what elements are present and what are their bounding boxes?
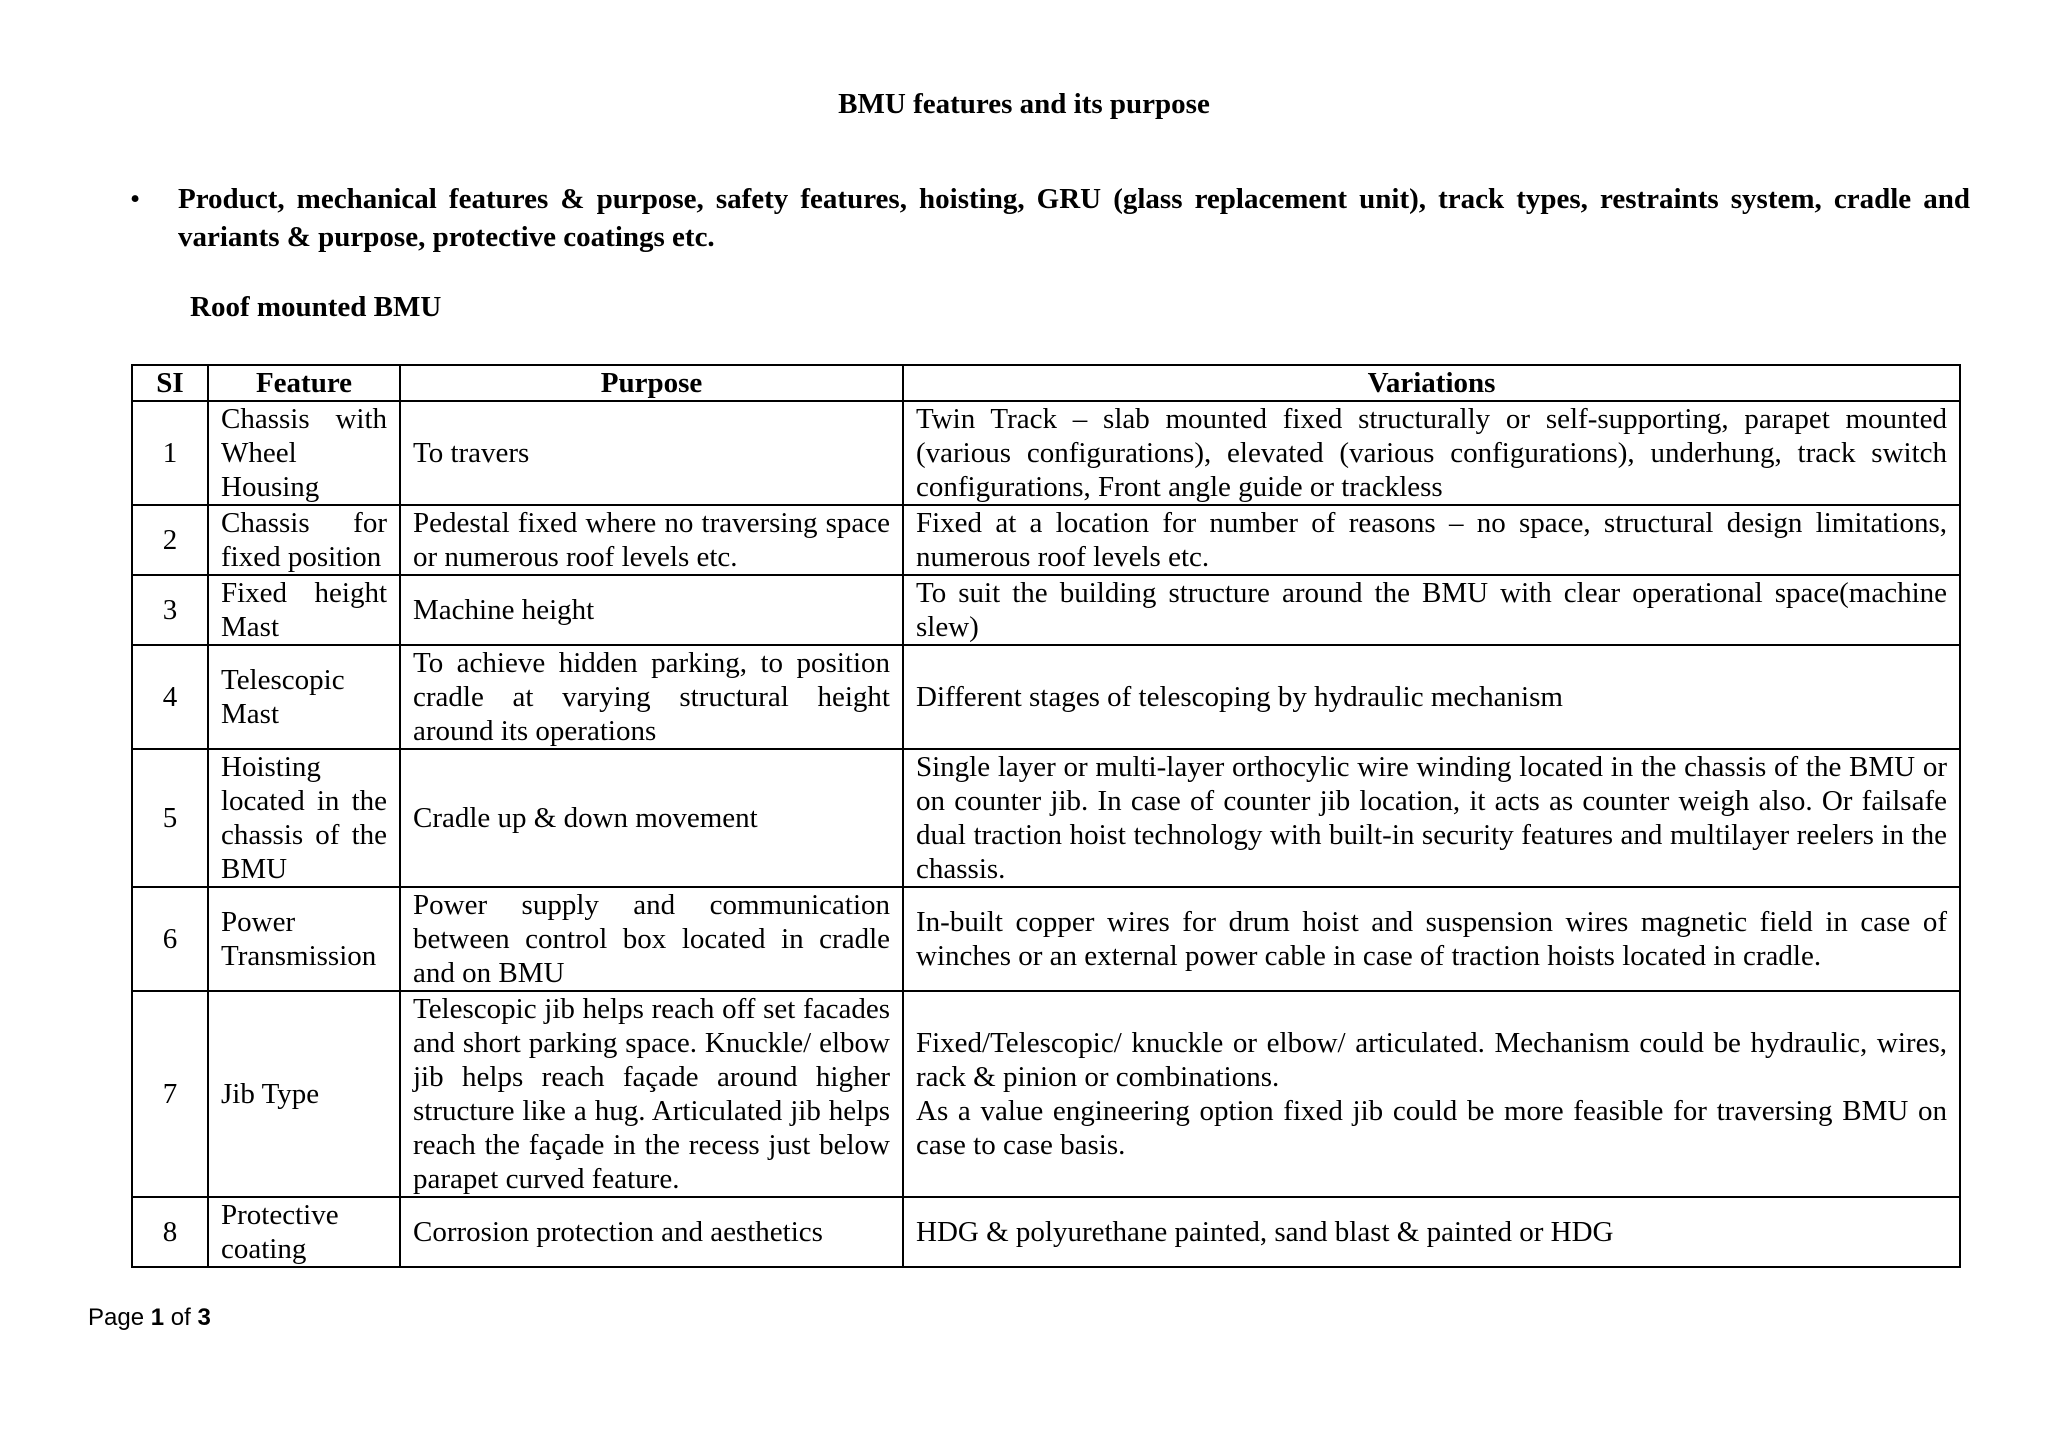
row-feature: Chassis for fixed position — [208, 505, 400, 575]
row-feature: Jib Type — [208, 991, 400, 1197]
row-feature: Telescopic Mast — [208, 645, 400, 749]
table-row — [132, 991, 1960, 1197]
row-feature: Power Transmission — [208, 887, 400, 991]
of-label: of — [170, 1304, 191, 1331]
header-purpose: Purpose — [400, 365, 903, 401]
header-feature: Feature — [208, 365, 400, 401]
row-si: 1 — [132, 401, 208, 505]
row-variations: In-built copper wires for drum hoist and suspension wires magnetic field in case of winches or an external power cable in case of traction hoists located in cradle. — [903, 887, 1960, 991]
row-variations-extra: As a value engineering option fixed jib could be more feasible for traversing BMU on case to case basis. — [916, 1095, 1947, 1161]
row-variations: To suit the building structure around the BMU with clear operational space(machine slew) — [903, 575, 1960, 645]
row-si: 3 — [132, 575, 208, 645]
row-purpose: Machine height — [400, 575, 903, 645]
features-table — [131, 364, 1961, 1268]
table-row — [132, 887, 1960, 991]
row-si: 2 — [132, 505, 208, 575]
row-variations: Fixed/Telescopic/ knuckle or elbow/ articulated. Mechanism could be hydraulic, wires, rack & pinion or combinations. — [916, 1027, 1947, 1093]
table-row — [132, 401, 1960, 505]
table-row — [132, 575, 1960, 645]
row-variations: Single layer or multi-layer orthocylic wire winding located in the chassis of the BMU or on counter jib. In case of counter jib location, it acts as counter weigh also. Or failsafe dual traction hoist technology with built-in security features and multilayer reelers in the chassis. — [903, 749, 1960, 887]
row-feature: Hoisting located in the chassis of the BMU — [208, 749, 400, 887]
row-variations-cell — [903, 991, 1960, 1197]
page-footer — [88, 1304, 211, 1332]
row-purpose: Pedestal fixed where no traversing space or numerous roof levels etc. — [400, 505, 903, 575]
table-header-row — [132, 365, 1960, 401]
page-total: 3 — [197, 1304, 211, 1331]
table-row — [132, 505, 1960, 575]
header-variations: Variations — [903, 365, 1960, 401]
row-purpose: Power supply and communication between control box located in cradle and on BMU — [400, 887, 903, 991]
page-label: Page — [88, 1304, 145, 1331]
row-si: 7 — [132, 991, 208, 1197]
document-title: BMU features and its purpose — [838, 88, 1210, 120]
row-feature: Protective coating — [208, 1197, 400, 1267]
table-row — [132, 1197, 1960, 1267]
row-purpose: Cradle up & down movement — [400, 749, 903, 887]
table-row — [132, 749, 1960, 887]
bullet-list — [130, 180, 1970, 256]
row-feature: Fixed height Mast — [208, 575, 400, 645]
row-variations: Different stages of telescoping by hydraulic mechanism — [903, 645, 1960, 749]
row-variations: Twin Track – slab mounted fixed structurally or self-supporting, parapet mounted (various configurations), elevated (various configurations), underhung, track switch configurations, Front angle guide or trackless — [903, 401, 1960, 505]
row-purpose: Corrosion protection and aesthetics — [400, 1197, 903, 1267]
row-variations: HDG & polyurethane painted, sand blast & painted or HDG — [903, 1197, 1960, 1267]
row-variations: Fixed at a location for number of reasons – no space, structural design limitations, numerous roof levels etc. — [903, 505, 1960, 575]
header-si: SI — [132, 365, 208, 401]
row-purpose: To achieve hidden parking, to position cradle at varying structural height around its operations — [400, 645, 903, 749]
section-heading: Roof mounted BMU — [190, 291, 442, 323]
row-purpose: To travers — [400, 401, 903, 505]
row-feature: Chassis with Wheel Housing — [208, 401, 400, 505]
row-si: 8 — [132, 1197, 208, 1267]
row-si: 6 — [132, 887, 208, 991]
row-purpose: Telescopic jib helps reach off set facades and short parking space. Knuckle/ elbow jib helps reach façade around higher structure like a hug. Articulated jib helps reach the façade in the recess just below parapet curved feature. — [400, 991, 903, 1197]
row-si: 4 — [132, 645, 208, 749]
page-current: 1 — [150, 1304, 165, 1331]
table-row — [132, 645, 1960, 749]
bullet-text: Product, mechanical features & purpose, safety features, hoisting, GRU (glass replacement unit), track types, restraints system, cradle and variants & purpose, protective coatings etc. — [178, 183, 1970, 253]
bullet-icon: • — [130, 183, 141, 215]
row-si: 5 — [132, 749, 208, 887]
